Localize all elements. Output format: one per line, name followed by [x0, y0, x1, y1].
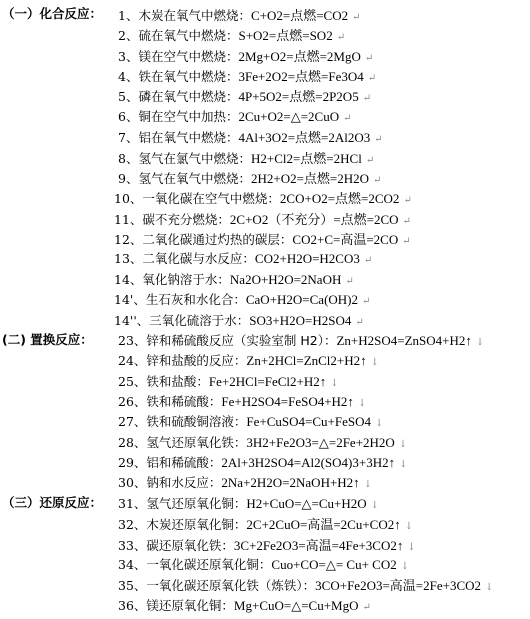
reaction-row — [0, 125, 530, 145]
paragraph-mark-icon: ↵ — [402, 216, 411, 227]
reaction-equation: Cuo+CO=△= Cu+ CO2 — [271, 557, 397, 572]
reaction-index: 9、 — [118, 171, 139, 186]
reaction-name: 木炭还原氧化铜： — [146, 517, 247, 532]
reaction-index: 5、 — [118, 89, 139, 104]
reaction-index: 11、 — [114, 212, 143, 227]
section-heading: （三）还原反应： — [2, 495, 103, 510]
paragraph-mark-icon: ↵ — [363, 255, 373, 266]
reaction-name: 硫在氧气中燃烧： — [138, 28, 239, 43]
reaction-index: 34、 — [118, 557, 147, 572]
reaction-index: 33、 — [118, 538, 147, 553]
reaction-row — [0, 105, 530, 125]
reaction-name: 生石灰和水化合： — [145, 292, 246, 307]
paragraph-mark-icon: ↓ — [404, 521, 414, 532]
reaction-name: 镁还原氧化铜： — [146, 598, 234, 613]
reaction-equation: 3H2+Fe2O3=△=2Fe+2H2O — [246, 435, 395, 450]
reaction-row — [0, 247, 530, 267]
reaction-number — [114, 209, 411, 228]
reaction-equation: C+O2=点燃=CO2 — [250, 8, 349, 23]
reaction-number — [118, 433, 407, 451]
reaction-row — [0, 23, 530, 43]
reaction-row — [0, 431, 530, 451]
paragraph-mark-icon: ↵ — [343, 113, 352, 124]
reaction-index: 8、 — [118, 151, 139, 166]
reaction-row — [0, 288, 530, 308]
reaction-equation: SO3+H2O=H2SO4 — [249, 313, 352, 328]
reaction-row — [0, 370, 530, 390]
reaction-row — [0, 146, 530, 166]
paragraph-mark-icon: ↓ — [375, 418, 384, 429]
section-heading: (二) 置换反应： — [2, 332, 93, 347]
reaction-row — [0, 512, 530, 532]
paragraph-mark-icon: ↓ — [370, 500, 380, 511]
paragraph-mark-icon: ↓ — [330, 378, 339, 389]
reaction-name: 三氧化硫溶于水： — [149, 313, 250, 328]
reaction-equation: 3Fe+2O2=点燃=Fe3O4 — [238, 69, 364, 84]
reaction-index: 25、 — [118, 374, 147, 389]
reaction-name: 氢气在氧气中燃烧： — [138, 171, 251, 186]
reaction-index: 7、 — [118, 130, 139, 145]
reaction-equation: H2+CuO=△=Cu+H2O — [246, 496, 367, 511]
reaction-row — [0, 594, 530, 614]
paragraph-mark-icon: ↵ — [362, 296, 371, 307]
reaction-index: 29、 — [118, 455, 147, 470]
reaction-equation: Mg+CuO=△=Cu+MgO — [233, 598, 359, 613]
reaction-name: 一氧化碳在空气中燃烧： — [142, 191, 280, 206]
reaction-index: 10、 — [114, 191, 143, 206]
paragraph-mark-icon: ↵ — [365, 155, 375, 166]
reaction-equation: Na2O+H2O=2NaOH — [229, 272, 342, 287]
reaction-row — [0, 492, 530, 512]
reaction-index: 30、 — [118, 475, 147, 490]
reaction-equation: 4Al+3O2=点燃=2Al2O3 — [238, 130, 371, 145]
reaction-number — [114, 290, 370, 308]
paragraph-mark-icon: ↓ — [475, 337, 485, 348]
reaction-row — [0, 349, 530, 369]
reaction-number — [118, 494, 379, 512]
reaction-number — [118, 412, 383, 430]
reaction-row — [0, 44, 530, 64]
reaction-name: 锌和盐酸的反应： — [146, 353, 247, 368]
reaction-equation: 2Na+2H2O=2NaOH+H2↑ — [221, 475, 360, 490]
reaction-name: 铜在空气中加热： — [138, 109, 239, 124]
paragraph-mark-icon: ↓ — [400, 561, 410, 572]
reaction-equation: Zn+2HCl=ZnCl2+H2↑ — [246, 353, 367, 368]
reaction-name: 铝和稀硫酸： — [146, 455, 222, 470]
reaction-row — [0, 166, 530, 186]
reaction-number — [114, 270, 354, 288]
reaction-row — [0, 573, 530, 593]
reaction-number — [118, 555, 409, 573]
reaction-equation: Fe+H2SO4=FeSO4+H2↑ — [221, 394, 354, 409]
reaction-row — [0, 3, 530, 23]
paragraph-mark-icon: ↵ — [362, 602, 371, 613]
reaction-number — [118, 473, 372, 491]
reaction-name: 碳还原氧化铁： — [146, 538, 234, 553]
reaction-name: 二氧化碳与水反应： — [142, 251, 255, 266]
reaction-name: 铁和硫酸铜溶液： — [146, 414, 247, 429]
reaction-row — [0, 533, 530, 553]
reaction-name: 氢气还原氧化铜： — [146, 496, 247, 511]
reaction-number — [118, 107, 351, 125]
reaction-number — [118, 372, 339, 390]
reaction-name: 碳不充分燃烧： — [142, 212, 230, 227]
reaction-number — [118, 5, 360, 24]
reaction-number — [118, 596, 371, 614]
paragraph-mark-icon: ↵ — [345, 276, 354, 287]
reaction-name: 铁和盐酸： — [146, 374, 209, 389]
reaction-name: 镁在空气中燃烧： — [138, 49, 239, 64]
reaction-row — [0, 471, 530, 491]
reaction-equation: H2+Cl2=点燃=2HCl — [250, 151, 362, 166]
reaction-row — [0, 84, 530, 104]
reaction-row — [0, 268, 530, 288]
reaction-index: 14、 — [114, 272, 143, 287]
reaction-number — [118, 86, 371, 105]
reaction-equation: Fe+CuSO4=Cu+FeSO4 — [246, 414, 371, 429]
reaction-row — [0, 207, 530, 227]
reaction-name: 氧化钠溶于水： — [142, 272, 230, 287]
reaction-number — [114, 249, 372, 267]
reaction-index: 24、 — [118, 353, 147, 368]
reaction-index: 32、 — [118, 517, 147, 532]
reaction-row — [0, 309, 530, 329]
reaction-row — [0, 186, 530, 206]
reaction-index: 27、 — [118, 414, 147, 429]
reaction-number — [118, 575, 493, 594]
reaction-name: 二氧化碳通过灼热的碳层： — [142, 232, 293, 247]
reaction-equation: CO2+H2O=H2CO3 — [254, 251, 360, 266]
reaction-name: 铁在氧气中燃烧： — [138, 69, 239, 84]
reaction-name: 钠和水反应： — [146, 475, 222, 490]
reaction-number — [118, 453, 407, 471]
paragraph-mark-icon: ↵ — [367, 73, 377, 84]
reaction-number — [118, 331, 484, 349]
reaction-equation: 2H2+O2=点燃=2H2O — [250, 171, 370, 186]
paragraph-mark-icon: ↵ — [355, 317, 364, 328]
reaction-row — [0, 390, 530, 410]
reaction-equation: Zn+H2SO4=ZnSO4+H2↑ — [336, 333, 472, 348]
paragraph-mark-icon: ↓ — [357, 398, 367, 409]
paragraph-mark-icon: ↓ — [370, 357, 380, 368]
section-heading: （一）化合反应： — [2, 6, 103, 21]
reaction-number — [118, 392, 366, 410]
reaction-number — [118, 351, 379, 369]
paragraph-mark-icon: ↵ — [336, 32, 346, 43]
paragraph-mark-icon: ↓ — [398, 439, 408, 450]
paragraph-mark-icon: ↓ — [363, 479, 373, 490]
reaction-name: 木炭在氧气中燃烧： — [138, 8, 251, 23]
reaction-index: 26、 — [118, 394, 147, 409]
reaction-row — [0, 64, 530, 84]
reaction-name: 锌和稀硫酸反应（实验室制 H2）： — [146, 333, 337, 348]
reaction-name: 铁和稀硫酸： — [146, 394, 222, 409]
reaction-equation: 2Mg+O2=点燃=2MgO — [238, 49, 361, 64]
paragraph-mark-icon: ↓ — [399, 459, 408, 470]
reaction-equation: S+O2=点燃=SO2 — [238, 28, 333, 43]
paragraph-mark-icon: ↵ — [373, 175, 382, 186]
reaction-index: 31、 — [118, 496, 147, 511]
reaction-number — [118, 127, 383, 146]
reaction-index: 12、 — [114, 232, 143, 247]
paragraph-mark-icon: ↵ — [352, 12, 361, 23]
reaction-equation: 2C+2CuO=高温=2Cu+CO2↑ — [246, 517, 401, 532]
reaction-equation: 3C+2Fe2O3=高温=4Fe+3CO2↑ — [233, 538, 404, 553]
reaction-index: 23、 — [118, 333, 147, 348]
reaction-equation: Fe+2HCl=FeCl2+H2↑ — [208, 374, 327, 389]
reaction-number — [114, 188, 412, 207]
reaction-index: 1、 — [118, 8, 139, 23]
reaction-name: 一氧化碳还原氧化铜： — [146, 557, 272, 572]
reaction-name: 氢气还原氧化铁： — [146, 435, 247, 450]
reaction-equation: 2C+O2（不充分）=点燃=2CO — [229, 212, 399, 227]
reaction-equation: 3CO+Fe2O3=高温=2Fe+3CO2 — [315, 578, 482, 593]
reaction-index: 3、 — [118, 49, 139, 64]
reaction-equation: CaO+H2O=Ca(OH)2 — [245, 292, 359, 307]
reaction-equation: 4P+5O2=点燃=2P2O5 — [238, 89, 359, 104]
reaction-row — [0, 553, 530, 573]
reaction-index: 35、 — [118, 578, 147, 593]
reaction-equation: 2Al+3H2SO4=Al2(SO4)3+3H2↑ — [221, 455, 396, 470]
reaction-index: 13、 — [114, 251, 143, 266]
reaction-number — [118, 66, 376, 85]
reaction-index: 28、 — [118, 435, 147, 450]
paragraph-mark-icon: ↓ — [485, 582, 494, 593]
reaction-equation: 2CO+O2=点燃=2CO2 — [279, 191, 400, 206]
reaction-index: 2、 — [118, 28, 139, 43]
reaction-number — [114, 229, 411, 248]
paragraph-mark-icon: ↵ — [403, 195, 412, 206]
paragraph-mark-icon: ↵ — [362, 93, 372, 104]
reaction-index: 4、 — [118, 69, 139, 84]
paragraph-mark-icon: ↵ — [364, 53, 374, 64]
paragraph-mark-icon: ↵ — [374, 134, 383, 145]
reaction-number — [118, 148, 374, 167]
reaction-row — [0, 451, 530, 471]
reaction-row — [0, 410, 530, 430]
reaction-name: 氢气在氯气中燃烧： — [138, 151, 251, 166]
reaction-name: 铝在氧气中燃烧： — [138, 130, 239, 145]
reaction-row — [0, 329, 530, 349]
reaction-number — [118, 46, 373, 65]
reaction-index: 6、 — [118, 109, 139, 124]
reaction-number — [118, 168, 381, 187]
reaction-name: 一氧化碳还原氧化铁（炼铁）： — [146, 578, 316, 593]
paragraph-mark-icon: ↓ — [407, 542, 416, 553]
paragraph-mark-icon: ↵ — [402, 236, 411, 247]
reaction-number — [118, 25, 345, 44]
reaction-index: 14''、 — [114, 313, 150, 328]
reaction-number — [118, 535, 416, 554]
reaction-equation: CO2+C=高温=2CO — [292, 232, 399, 247]
reaction-index: 36、 — [118, 598, 147, 613]
reaction-index: 14'、 — [114, 292, 146, 307]
reaction-equation: 2Cu+O2=△=2CuO — [238, 109, 340, 124]
reaction-number — [114, 311, 364, 329]
reaction-number — [118, 514, 413, 533]
reaction-row — [0, 227, 530, 247]
reaction-name: 磷在氧气中燃烧： — [138, 89, 239, 104]
